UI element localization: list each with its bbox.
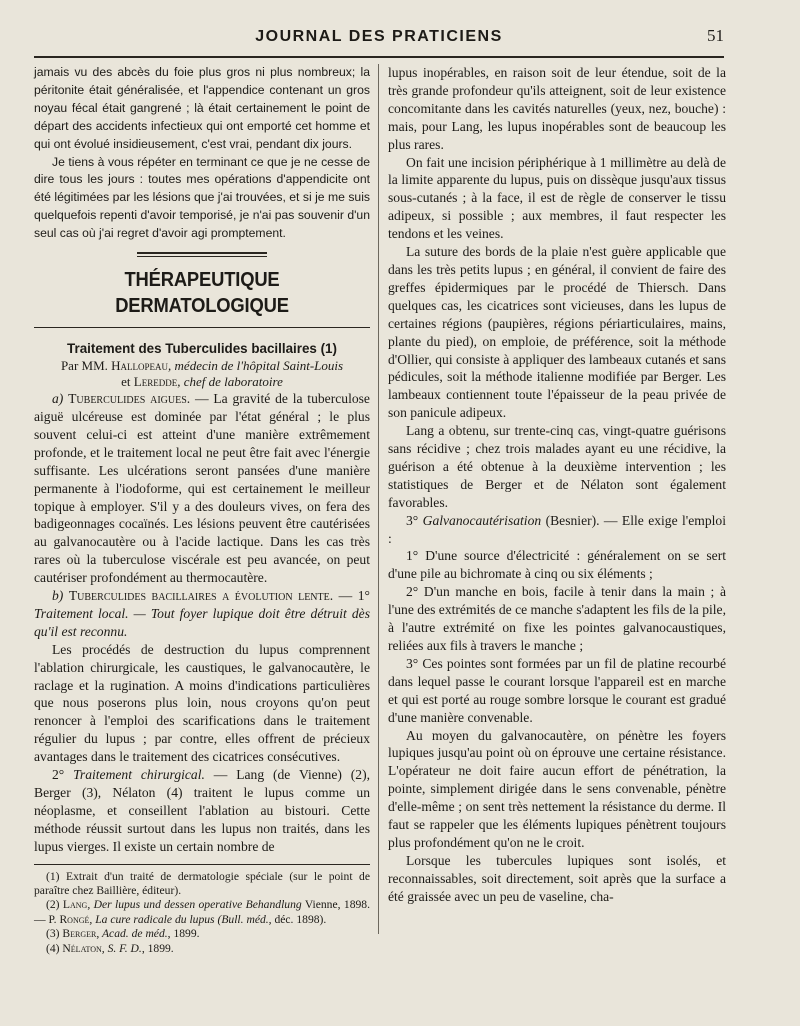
footnote: (1) Extrait d'un traité de dermatologie spéciale (sur le point de paraître chez Baillière, éditeur). (34, 869, 370, 898)
section-separator (137, 252, 267, 257)
paragraph: a) Tuberculides aigues. — La gravité de la tuberculose aiguë ulcéreuse est dominée par l'état général ; le plus souvent celui-ci est atteint d'une manière extrêmement profonde, et le traitement local ne peut être fait avec l'énergie suffisante. Les ulcérations seront pansées d'une manière permanente à l'iodoforme, qui est certainement le meilleur topique à employer. S'il y a des douleurs vives, on fera des badigeonnages cocaïnés. Les lésions peuvent être cautérisées au galvanocautère ou à l'acide lactique. Dans les cas très rares où la tuberculose viscérale est peu avancée, on peut cautériser profondément au thermocautère. (34, 391, 370, 586)
paragraph: jamais vu des abcès du foie plus gros ni plus nombreux; la péritonite était généralisée, et l'appendice contenant un gros noyau fécal était gangrené ; là était certainement le point de départ des accidents infectieux qui ont emporté cet homme et qui ont évolué insidieusement, c'est vrai, pendant dix jours. (34, 65, 370, 151)
footnote: (3) Berger, Acad. de méd., 1899. (46, 927, 200, 941)
paragraph: 2° Traitement chirurgical. — Lang (de Vienne) (2), Berger (3), Nélaton (4) traitent le lupus comme un néoplasme, et conseillent l'ablation au bistouri. Cette méthode réussit surtout dans les lupus non traités, dans les lupus vierges. Il existe un certain nombre de (34, 767, 371, 854)
left-column (34, 64, 370, 956)
section-title: THÉRAPEUTIQUE DERMATOLOGIQUE (115, 269, 289, 318)
paragraph: Au moyen du galvanocautère, on pénètre les foyers lupiques jusqu'au point où on éprouve une certaine résistance. L'opérateur ne doit faire aucun effort de pénétration, la pointe, simplement dirigée dans le sens convenable, pénètre d'elle-même ; on sent très nettement la résistance du derme. Il faut se rappeler que les éléments lupiques pénètrent toujours plus profondément qu'on ne le croit. (388, 727, 726, 850)
running-title: JOURNAL DES PRATICIENS (255, 28, 503, 45)
paragraph: Lang a obtenu, sur trente-cinq cas, vingt-quatre guérisons sans récidive ; chez trois malades ayant eu une récidive, la guérison a été obtenue à la deuxième intervention ; les statistiques de Berger et de Nélaton sont également favorables. (388, 423, 726, 510)
footnote: (2) Lang, Der lupus und dessen operative Behandlung Vienne, 1898. — P. Rongé, La cure radicale du lupus (Bull. méd., déc. 1898). (34, 898, 370, 926)
byline: et Leredde, chef de laboratoire (121, 374, 283, 390)
byline: Par MM. Hallopeau, médecin de l'hôpital Saint-Louis (60, 358, 344, 374)
paragraph: La suture des bords de la plaie n'est guère applicable que dans les très petits lupus ; en général, il convient de faire des greffes épidermiques par le procédé de Thiersch. Dans quelques cas, les cicatrices sont vicieuses, dans les lupus de certaines régions (paupières, régions périarticulaires, mains, plante du pied), on emploie, de préférence, soit la méthode d'Ollier, qui consiste à appliquer des lambeaux cutanés et sans pédicules, soit la méthode italienne modifiée par Berger. Les lambeaux contiennent toute l'épaisseur de la peau privée de son panicule adipeux. (388, 244, 726, 421)
page-header (34, 22, 724, 58)
column-divider (378, 64, 379, 934)
paragraph: 3° Ces pointes sont formées par un fil de platine recourbé dans lequel passe le courant lorsque l'appareil est en marche et qui est porté au rouge sombre lorsque le courant est gradué d'une manière convenable. (388, 655, 726, 725)
article-title: Traitement des Tuberculides bacillaires (1) (67, 341, 337, 357)
paragraph: Les procédés de destruction du lupus comprennent l'ablation chirurgicale, les caustiques, le galvanocautère, le raclage et la rugination. A moins d'indications particulières que nous poserons plus loin, nous croyons qu'on peut renoncer à l'emploi des scarifications dans le traitement régulier du lupus ; par contre, elles offrent de précieux avantages dans le traitement des cicatrices consécutives. (34, 641, 370, 765)
paragraph: b) Tuberculides bacillaires a évolution lente. — 1° Traitement local. — Tout foyer lupique doit être détruit dès qu'il est reconnu. (34, 588, 370, 639)
paragraph: On fait une incision périphérique à 1 millimètre au delà de la limite apparente du lupus, puis on dissèque jusqu'aux tissus sous-cutanés ; à la face, il est de règle de conserver le tissu adipeux, si possible ; aux membres, il faut respecter les tendons et les veines. (388, 154, 726, 242)
section-title-rule (34, 327, 370, 328)
paragraph: Lorsque les tubercules lupiques sont isolés, et reconnaissables, soit directement, soit après que la surface a été graissée avec un peu de vaseline, cha- (388, 852, 726, 904)
paragraph: 1° D'une source d'électricité : généralement on se sert d'une pile au bichromate à cinq ou six éléments ; (388, 548, 726, 582)
footnote: (4) Nélaton, S. F. D., 1899. (46, 941, 174, 955)
paragraph: lupus inopérables, en raison soit de leur étendue, soit de la très grande profondeur qu'ils atteignent, soit de leur existence concomitante dans les cavités naturelles (yeux, nez, bouche) : mais, pour Lang, les lupus inopérables sont de beaucoup les plus rares. (388, 65, 726, 152)
paragraph: 2° D'un manche en bois, facile à tenir dans la main ; à l'une des extrémités de ce manche s'adaptent les fils de la pile, à l'autre extrémité on fixe les pointes galvanocaustiques, reliées aux fils à travers le manche ; (388, 584, 726, 653)
footnote-rule (34, 864, 370, 865)
right-column (388, 64, 726, 906)
paragraph: 3° Galvanocautérisation (Besnier). — Elle exige l'emploi : (388, 512, 726, 546)
paragraph: Je tiens à vous répéter en terminant ce que je ne cesse de dire tous les jours : toutes mes opérations d'appendicite ont été légitimées par les lésions que j'ai trouvées, et si je me suis quelquefois repenti d'avoir temporisé, je n'ai pas souvenir d'un seul cas où j'ai regret d'avoir agi promptement. (34, 154, 370, 241)
page-number: 51 (707, 26, 724, 45)
